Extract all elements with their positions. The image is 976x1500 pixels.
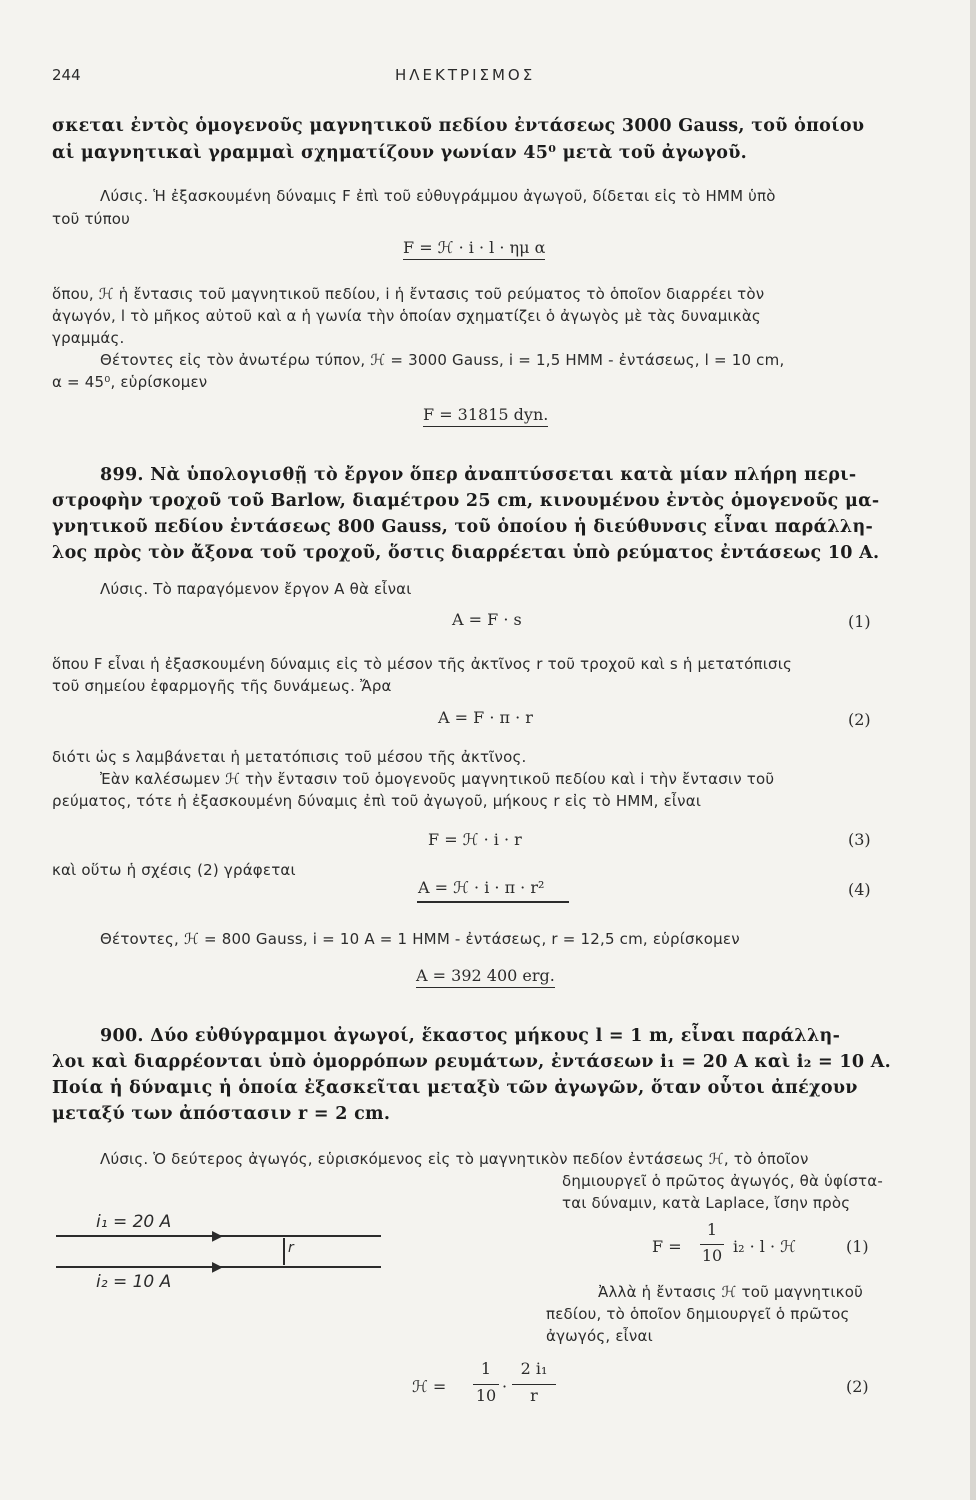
solution-text-line: α = 45⁰, εὑρίσκομεν [52,373,208,391]
fraction-numerator: 2 i₁ [520,1359,548,1378]
solution-text-line: ρεύματος, τότε ἡ ἐξασκουμένη δύναμις ἐπὶ τοῦ ἀγωγοῦ, μήκους r εἰς τὸ ΗΜΜ, εἶναι [52,792,702,810]
figure-label-i1: i₁ = 20 A [96,1212,172,1232]
problem-text-line: στροφὴν τροχοῦ τοῦ Barlow, διαμέτρου 25 cm, κινουμένου ἐντὸς ὁμογενοῦς μα- [52,491,880,511]
arrow-right-icon: ▶ [212,1228,223,1244]
distance-marker-line [283,1238,285,1265]
problem-text-line: λος πρὸς τὸν ἄξονα τοῦ τροχοῦ, ὅστις διαρρέεται ὑπὸ ρεύματος ἐντάσεως 10 A. [52,543,880,563]
solution-text-line: γραμμάς. [52,329,125,347]
result [416,966,555,985]
solution-text-line: Ἐὰν καλέσωμεν ℋ τὴν ἔντασιν τοῦ ὁμογενοῦς μαγνητικοῦ πεδίου καὶ i τὴν ἔντασιν τοῦ [100,770,775,788]
result-value: F = 31815 dyn. [423,405,548,427]
solution-text-line: Λύσις. Τὸ παραγόμενον ἔργον Α θὰ εἶναι [100,580,412,598]
solution-text-line: ται δύναμιν, κατὰ Laplace, ἴσην πρὸς [562,1194,851,1212]
problem-text-line: Ποία ἡ δύναμις ἡ ὁποία ἐξασκεῖται μεταξὺ τῶν ἀγωγῶν, ὅταν οὗτοι ἀπέχουν [52,1078,858,1098]
equation: A = F · s [452,610,522,629]
solution-text-line: Λύσις. Ἡ ἐξασκουμένη δύναμις F ἐπὶ τοῦ εὐθυγράμμου ἀγωγοῦ, δίδεται εἰς τὸ ΗΜΜ ὑπὸ [100,187,776,205]
solution-text-line: ὅπου, ℋ ἡ ἔντασις τοῦ μαγνητικοῦ πεδίου, i ἡ ἔντασις τοῦ ρεύματος τὸ ὁποῖον διαρρέει τὸν [52,285,765,303]
result [423,405,548,424]
running-title: ΗΛΕΚΤΡΙΣΜΟΣ [395,66,536,84]
problem-text-line: σκεται ἐντὸς ὁμογενοῦς μαγνητικοῦ πεδίου ἐντάσεως 3000 Gauss, τοῦ ὁποίου [52,116,865,136]
solution-text-line: τοῦ τύπου [52,210,131,228]
equation: A = ℋ · i · π · r² [418,878,545,897]
solution-text-line: διότι ὡς s λαμβάνεται ἡ μετατόπισις τοῦ μέσου τῆς ἀκτῖνος. [52,748,527,766]
page-number: 244 [52,66,81,84]
equation [403,238,545,257]
problem-text-line: γνητικοῦ πεδίου ἐντάσεως 800 Gauss, τοῦ ὁποίου ἡ διεύθυνσις εἶναι παράλλη- [52,517,874,537]
solution-text-line: ἀγωγόν, l τὸ μῆκος αὐτοῦ καὶ α ἡ γωνία τὴν ὁποίαν σχηματίζει ὁ ἀγωγὸς μὲ τὰς δυναμικὰς [52,307,761,325]
fraction-denominator: r [530,1386,538,1405]
arrow-right-icon: ▶ [212,1259,223,1275]
equation-number: (1) [848,612,871,631]
result-value: A = 392 400 erg. [416,966,555,988]
equation: A = F · π · r [438,708,533,727]
figure-label-i2: i₂ = 10 A [96,1272,172,1292]
solution-text-line: δημιουργεῖ ὁ πρῶτος ἀγωγός, θὰ ὑφίστα- [562,1172,883,1190]
solution-text-line: Θέτοντες εἰς τὸν ἀνωτέρω τύπον, ℋ = 3000 Gauss, i = 1,5 ΗΜΜ - ἐντάσεως, l = 10 cm, [100,351,785,369]
problem-text-line: αἱ μαγνητικαὶ γραμμαὶ σχηματίζουν γωνίαν 45⁰ μετὰ τοῦ ἀγωγοῦ. [52,143,748,163]
equation-number: (2) [848,710,871,729]
solution-text-line: ὅπου F εἶναι ἡ ἐξασκουμένη δύναμις εἰς τὸ μέσον τῆς ἀκτῖνος r τοῦ τροχοῦ καὶ s ἡ μετατόπισις [52,655,792,673]
equation-lhs: ℋ = [412,1377,447,1396]
fraction-denominator: 10 [701,1246,723,1265]
solution-text-line: πεδίου, τὸ ὁποῖον δημιουργεῖ ὁ πρῶτος [546,1305,850,1323]
problem-text-line: 900. Δύο εὐθύγραμμοι ἀγωγοί, ἕκαστος μήκους l = 1 m, εἶναι παράλλη- [100,1026,841,1046]
solution-text-line: καὶ οὕτω ἡ σχέσις (2) γράφεται [52,861,296,879]
fraction-denominator: 10 [475,1386,497,1405]
solution-text-line: Θέτοντες, ℋ = 800 Gauss, i = 10 A = 1 ΗΜΜ - ἐντάσεως, r = 12,5 cm, εὑρίσκομεν [100,930,740,948]
equation-rhs: i₂ · l · ℋ [733,1237,796,1256]
fraction-numerator: 1 [480,1359,492,1378]
problem-text-line: 899. Νὰ ὑπολογισθῇ τὸ ἔργον ὅπερ ἀναπτύσσεται κατὰ μίαν πλήρη περι- [100,465,857,485]
equation-number: (3) [848,830,871,849]
equation-lhs: F = [652,1237,682,1256]
solution-text-line: τοῦ σημείου ἐφαρμογῆς τῆς δυνάμεως. Ἄρα [52,677,392,695]
equation-number: (2) [846,1377,869,1396]
equation-number: (4) [848,880,871,899]
multiply-dot: · [502,1377,508,1396]
separator-line [417,901,569,903]
solution-text-line: Ἀλλὰ ἡ ἔντασις ℋ τοῦ μαγνητικοῦ [598,1283,863,1301]
problem-text-line: λοι καὶ διαρρέονται ὑπὸ ὁμορρόπων ρευμάτων, ἐντάσεων i₁ = 20 A καὶ i₂ = 10 A. [52,1052,892,1072]
equation-force: F = ℋ · i · l · ημ α [403,238,545,260]
fraction-numerator: 1 [706,1220,718,1239]
problem-text-line: μεταξύ των ἀπόστασιν r = 2 cm. [52,1104,391,1124]
page-edge-shadow [970,0,976,1500]
equation-number: (1) [846,1237,869,1256]
figure-label-r: r [288,1240,294,1256]
solution-text-line: ἀγωγός, εἶναι [546,1327,653,1345]
equation: F = ℋ · i · r [428,830,522,849]
solution-text-line: Λύσις. Ὁ δεύτερος ἀγωγός, εὑρισκόμενος εἰς τὸ μαγνητικὸν πεδίον ἐντάσεως ℋ, τὸ ὁποῖον [100,1150,809,1168]
